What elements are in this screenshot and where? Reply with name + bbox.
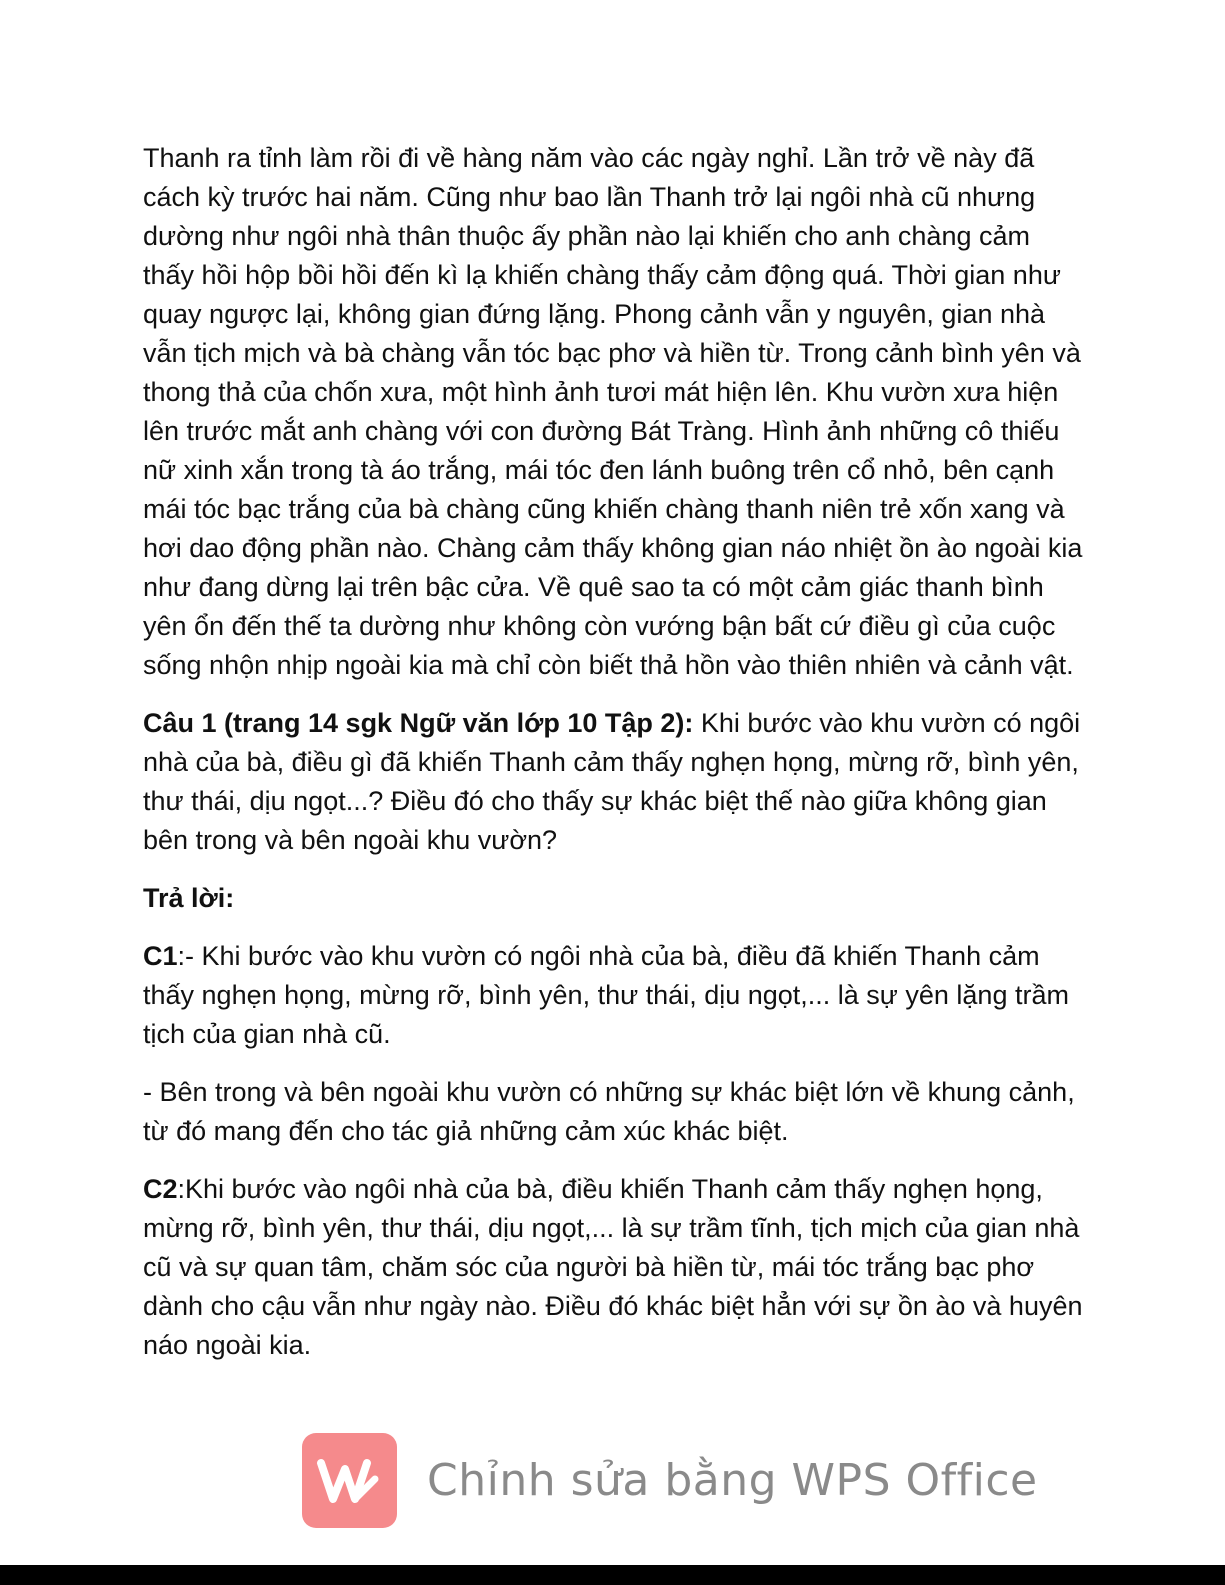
c2-label: C2 (143, 1174, 178, 1204)
intro-paragraph: Thanh ra tỉnh làm rồi đi về hàng năm vào các ngày nghỉ. Lần trở về này đã cách kỳ trước hai năm. Cũng như bao lần Thanh trở lại ngôi nhà cũ nhưng dường như ngôi nhà thân thuộc ấy phần nào lại khiến cho anh chàng cảm thấy hồi hộp bồi hồi đến kì lạ khiến chàng thấy cảm động quá. Thời gian như quay ngược lại, không gian đứng lặng. Phong cảnh vẫn y nguyên, gian nhà vẫn tịch mịch và bà chàng vẫn tóc bạc phơ và hiền từ. Trong cảnh bình yên và thong thả của chốn xưa, một hình ảnh tươi mát hiện lên. Khu vườn xưa hiện lên trước mắt anh chàng với con đường Bát Tràng. Hình ảnh những cô thiếu nữ xinh xắn trong tà áo trắng, mái tóc đen lánh buông trên cổ nhỏ, bên cạnh mái tóc bạc trắng của bà chàng cũng khiến chàng thanh niên trẻ xốn xang và hơi dao động phần nào. Chàng cảm thấy không gian náo nhiệt ồn ào ngoài kia như đang dừng lại trên bậc cửa. Về quê sao ta có một cảm giác thanh bình yên ổn đến thế ta dường như không còn vướng bận bất cứ điều gì của cuộc sống nhộn nhịp ngoài kia mà chỉ còn biết thả hồn vào thiên nhiên và cảnh vật. (143, 143, 1083, 680)
wps-logo-icon (302, 1433, 397, 1528)
answer-heading-text: Trả lời: (143, 883, 235, 913)
c2-text: :Khi bước vào ngôi nhà của bà, điều khiến Thanh cảm thấy nghẹn họng, mừng rỡ, bình yên, thư thái, dịu ngọt,... là sự trầm tĩnh, tịch mịch của gian nhà cũ và sự quan tâm, chăm sóc của người bà hiền từ, mái tóc trắng bạc phơ dành cho cậu vẫn như ngày nào. Điều đó khác biệt hẳn với sự ồn ào và huyên náo ngoài kia. (143, 1174, 1083, 1360)
c1-paragraph (143, 937, 1088, 1054)
answer-heading (143, 879, 1088, 918)
document-body (143, 139, 1088, 1384)
question-paragraph (143, 704, 1088, 860)
c1-text: :- Khi bước vào khu vườn có ngôi nhà của bà, điều đã khiến Thanh cảm thấy nghẹn họng, mừng rỡ, bình yên, thư thái, dịu ngọt,... là sự yên lặng trầm tịch của gian nhà cũ. (143, 941, 1069, 1049)
c1-second-paragraph: - Bên trong và bên ngoài khu vườn có những sự khác biệt lớn về khung cảnh, từ đó mang đến cho tác giả những cảm xúc khác biệt. (143, 1077, 1075, 1146)
wps-brand-text: Chỉnh sửa bằng WPS Office (427, 1455, 1038, 1506)
question-label: Câu 1 (trang 14 sgk Ngữ văn lớp 10 Tập 2): (143, 708, 694, 738)
bottom-edge-bar (0, 1565, 1225, 1585)
c2-paragraph (143, 1170, 1088, 1365)
wps-footer[interactable] (302, 1433, 1038, 1528)
question-text: Khi bước vào khu vườn có ngôi nhà của bà, điều gì đã khiến Thanh cảm thấy nghẹn họng, mừng rỡ, bình yên, thư thái, dịu ngọt...? Điều đó cho thấy sự khác biệt thế nào giữa không gian bên trong và bên ngoài khu vườn? (143, 708, 1081, 855)
c1-label: C1 (143, 941, 178, 971)
